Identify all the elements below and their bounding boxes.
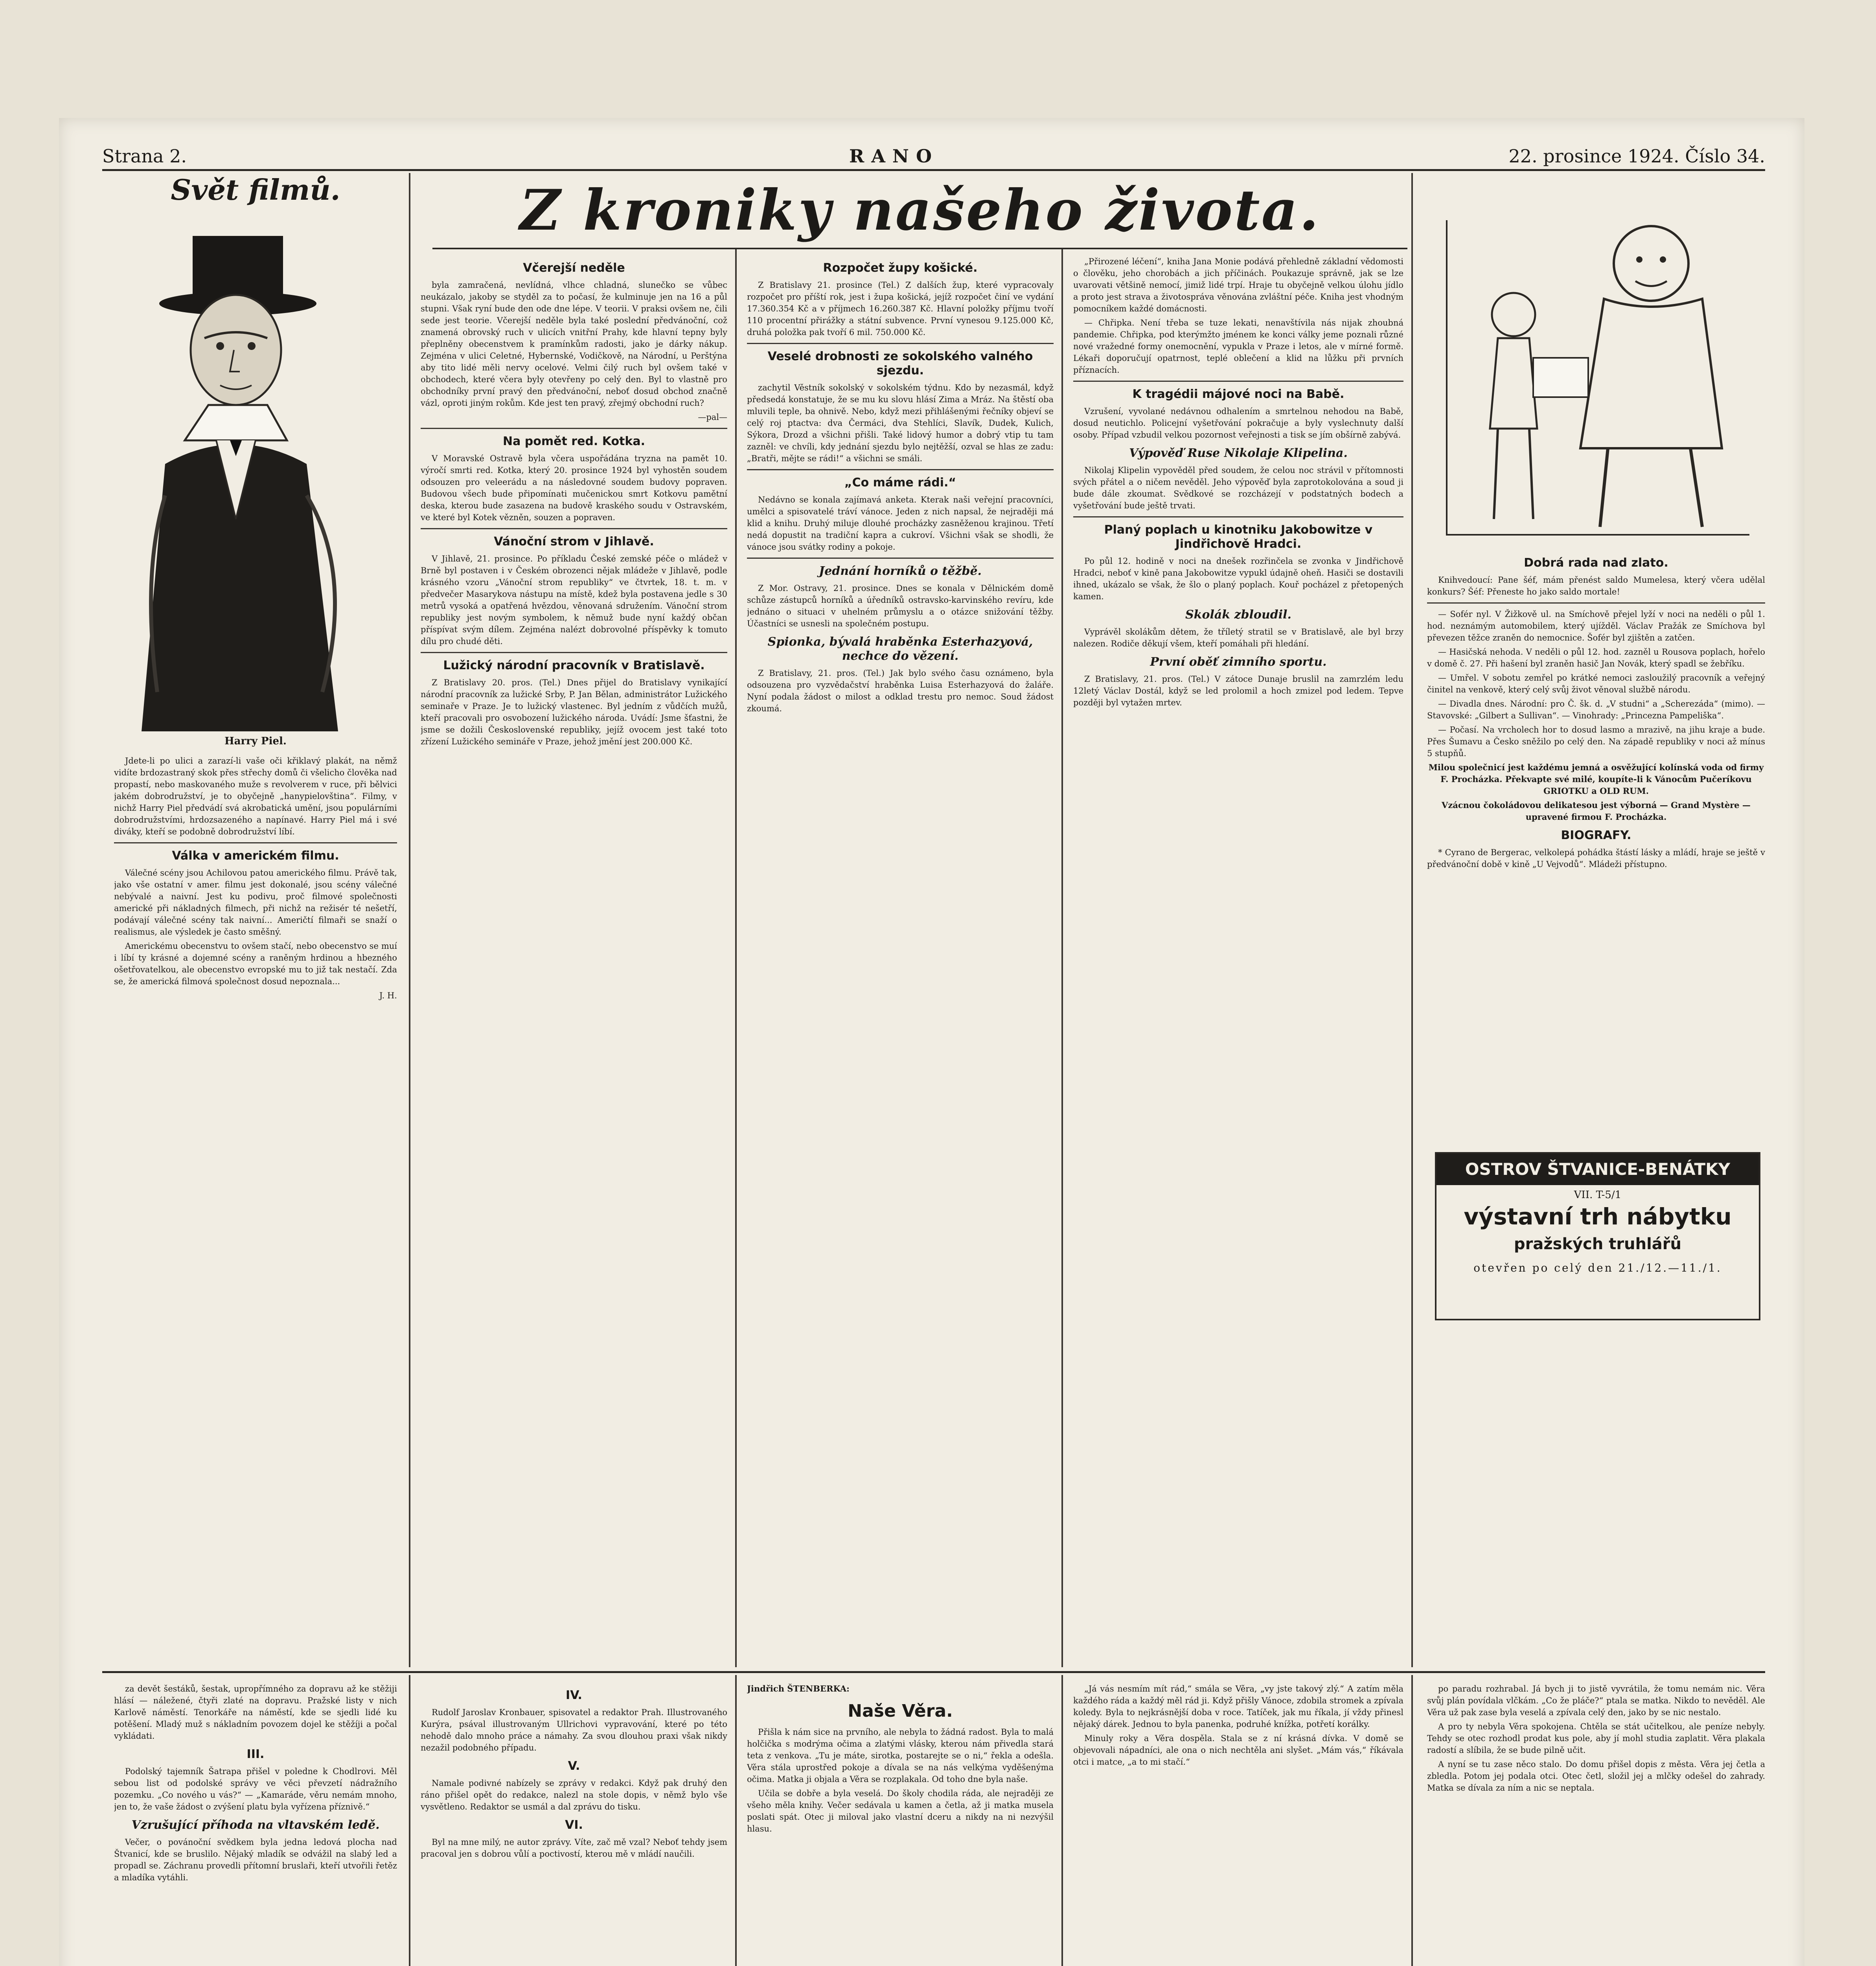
ad-grand-mystere: Vzácnou čokoládovou delikatesou jest výborná — Grand Mystère — upravené firmou F. Procházka.	[1442, 800, 1751, 822]
heading-christmas-tree: Vánoční strom v Jihlavě.	[494, 535, 654, 549]
page-number: Strana 2.	[102, 145, 187, 167]
article-klipelin: Nikolaj Klipelin vypověděl před soudem, že celou noc strávil v přítomnosti svých přátel a o ničem nevěděl. Jeho výpověď byla zaprotokolována a soud ji bude dále zkoumat. Svědkové se rozcházejí v podstatných bodech a vyšetřování bude ještě trvati.	[1073, 466, 1403, 510]
divider	[1427, 602, 1765, 604]
story-text: Minuly roky a Věra dospěla. Stala se z ní krásná dívka. V domě se objevovali nápadníci, ale ona o nich nechtěla ani slyšet. „Mám vás,“ říkávala otci i matce, „a to mi stačí.“	[1073, 1734, 1403, 1767]
article-schoolboy: Vyprávěl skolákům dětem, že tříletý stratil se v Bratislavě, ale byl brzy nalezen. Rodiče děkují všem, kteří pomáhali při hledání.	[1073, 627, 1403, 648]
notice-died: — Umřel. V sobotu zemřel po krátké nemoci zasloužilý pracovník a veřejný činitel na venkově, který celý svůj život věnoval službě národu.	[1427, 673, 1765, 694]
column-2	[421, 256, 727, 1663]
story-text: „Já vás nesmím mít rád,“ smála se Věra, „vy jste takový zlý.“ A zatím měla každého ráda a každý měl rád ji. Když přišly Vánoce, zdobila stromek a zpívala koledy. Byla to nejkrásnější doba v roce. Tatíček, jak mu říkala, jí vždy přinesl nějaký dárek. Jednou to byla panenka, podruhé knížka, potřetí korálky.	[1073, 1684, 1403, 1729]
heading-ice-incident: Vzrušující příhoda na vltavském ledě.	[131, 1818, 380, 1832]
film-article-war: Válečné scény jsou Achilovou patou amerického filmu. Právě tak, jako vše ostatní v amer. filmu jest dokonalé, jsou scény válečné nebývalé a naivní. Jest ku podivu, proč filmové společnosti americké při nákladných filmech, při nichž na režisér té nešetří, podávají válečné scény tak naivní... Američtí filmaři se snaží o realismus, ale výsledek je často směšný.	[114, 868, 397, 937]
article-spy: Z Bratislavy, 21. pros. (Tel.) Jak bylo svého času oznámeno, byla odsouzena pro vyzvědačství hraběnka Luisa Esterhazyová do žaláře. Nyní podala žádost o milost a odklad trestu pro nemoc. Soud žádost zkoumá.	[747, 668, 1054, 713]
film-heading-war: Válka v americkém filmu.	[172, 849, 339, 863]
article-flu: — Chřipka. Není třeba se tuze lekati, nenavštívila nás nijak zhoubná pandemie. Chřipka, pod kterýmžto jménem ke konci války jeme poznali různé nové vražedné formy onemocnění, vypukla v Praze i letos, ale v mírné formě. Lékaři doporučují opatrnost, teplé oblečení a klid na lůžku při prvních příznacích.	[1073, 318, 1403, 375]
story-text: A pro ty nebyla Věra spokojena. Chtěla se stát učitelkou, ale peníze nebyly. Tehdy se otec rozhodl prodat kus pole, aby jí mohl studia zaplatit. Věra plakala radostí a slíbila, že se bude pilně učit.	[1427, 1722, 1765, 1755]
column-5	[1427, 550, 1765, 1144]
divider	[421, 652, 727, 653]
notice-firefighters: — Hasičská nehoda. V neděli o půl 12. hod. zazněl u Rousova poplach, hořelo v domě č. 27. Při hašení byl zraněn hasič Jan Novák, který spadl se žebříku.	[1427, 647, 1765, 668]
article-kotek: V Moravské Ostravě byla včera uspořádána tryzna na pamět 10. výročí smrti red. Kotka, který 20. prosince 1924 byl vyhostěn soudem odsouzen pro veleerádu a na následovné soudem budovy popraven. Budovou všech bude připomínati mučenickou smrt Kotkovu pamětní deska, kterou bude zasazena na budově kraského soudu v Ostravském, ve které byl Kotek vězněn, souzen a popraven.	[421, 454, 727, 522]
cartoon-illustration	[1431, 173, 1765, 547]
lower-text: Rudolf Jaroslav Kronbauer, spisovatel a redaktor Prah. Illustrovaného Kurýra, psával illustrovaným Ullrichovi vypravování, které po této nehodě dalo mnoho práce a námahy. Za svou dlouhou praxi však nikdy nezažil podobného případu.	[421, 1708, 727, 1752]
article-natural-healing: „Přirozené léčení“, kniha Jana Monie podává přehledně základní vědomosti o člověku, jeho chorobách a jich příčinách. Poukazuje správně, jak se lze uvarovati většině nemocí, jimiž lidé trpí. Hraje tu obyčejně velkou úlohu jídlo a proto jest strava a životospráva věnována zvláštní péče. Kniha jest vhodným pomocníkem každé domácnosti.	[1073, 257, 1403, 313]
column-rule	[409, 1675, 410, 1966]
column-film	[114, 755, 397, 1659]
article-budget: Z Bratislavy 21. prosince (Tel.) Z dalších žup, které vypracovaly rozpočet pro příští rok, jest i župa košická, jejíž rozpočet činí ve vydání 17.360.354 Kč a v příjmech 16.260.387 Kč. Hlavní položky příjmu tvoří 110 procentní přirážky a státní subvence. První vynesou 9.125.000 Kč, druhá položka pak tvoří 6 mil. 750.000 Kč.	[747, 280, 1054, 337]
article-sunday-signature: —pal—	[698, 412, 727, 422]
film-signature: J. H.	[379, 991, 397, 1000]
column-rule	[735, 1675, 737, 1966]
lower-text: Večer, o povánoční svědkem byla jedna ledová plocha nad Štvanicí, kde se bruslilo. Nějaký mladík se odvážil na slabý led a propadl se. Záchranu provedli přítomní bruslaři, kteří utvořili řetěz a mladíka vytáhli.	[114, 1837, 397, 1882]
harry-piel-portrait	[118, 220, 393, 731]
ad-furniture-main: výstavní trh nábytku	[1464, 1203, 1732, 1230]
heading-schoolboy: Skolák zbloudil.	[1185, 608, 1291, 622]
heading-what-we-love: „Co máme rádi.“	[844, 476, 956, 490]
biograph-cyrano: * Cyrano de Bergerac, velkolepá pohádka štástí lásky a mládí, hraje se ještě v předvánoční době v kině „U Vejvodů“. Mládeži přístupno.	[1427, 848, 1765, 869]
heading-biographs: BIOGRAFY.	[1561, 828, 1631, 842]
article-christmas-tree: V Jihlavě, 21. prosince. Po příkladu České zemské péče o mládež v Brně byl postaven i v Českém obrozenci nějak mládeže v Jihlavě, podle krásného vzoru „Vánoční strom republiky“ ve čtvrtek, 18. t. m. v předvečer Masarykova nástupu na místě, kdež byla postavena jedle s 30 metrů vysoká a opatřená hvězdou, věnovaná sdružením. Vánoční strom republiky jest novým symbolem, k němuž bude nyní každý občan příspívat svým dílem. Zejména nalézt dobrovolné příspěvky k tomuto dílu pro chudé děti.	[421, 554, 727, 646]
story-title: Naše Věra.	[848, 1701, 953, 1721]
article-false-alarm: Po půl 12. hodině v noci na dnešek rozřinčela se zvonka v Jindřichově Hradci, neboť v kině pana Jakobowitze vypukl údajně oheň. Hasiči se dostavili ihned, ukázalo se však, že šlo o planý poplach. Kouř pocházel z přetopených kamen.	[1073, 556, 1403, 601]
article-sunday: byla zamračená, nevlídná, vlhce chladná, slunečko se vůbec neukázalo, jakoby se styděl za to počasí, že kulminuje jen na 16 a půl stupni. Však ryní bude den ode dne lépe. V teorii. V praksi ovšem ne, čili sede jest teorie. Včerejší neděle byla také poslední předvánoční, což znamená obrovský ruch v ulicích vnitřní Prahy, kde hlavní tepny byly přeplněny obecenstvem k pramínkům radosti, jako je dárky nákup. Zejména v ulici Celetné, Hybernské, Vodičkově, na Národní, u Perštýna aby tito lidé měli nervy ocelové. Velmi čilý ruch byl ovšem také v obchodech, které včera byly otevřeny po celý den. Byl to vlastně pro obchodníky první pravý den předvánoční, neboť dosud obchod značně vázl, oproti jiným rokům. Kde jest ten pravý, zřejmý obchodní ruch?	[421, 280, 727, 408]
column-3	[747, 256, 1054, 1663]
story-text: A nyní se tu zase něco stalo. Do domu přišel dopis z města. Věra jej četla a zbledla. Potom jej podala otci. Otec četl, složil jej a mlčky odešel do zahrady. Matka se dívala za ním a nic se neptala.	[1427, 1760, 1765, 1793]
divider	[747, 343, 1054, 344]
notice-driver: — Sofér nyl. V Žižkově ul. na Smíchově přejel lyží v noci na neděli o půl 1. hod. neznámým automobilem, který ujížděl. Václav Pražák ze Smíchova byl převezen těžce zraněn do nemocnice. Šofér byl zjištěn a zatčen.	[1427, 609, 1765, 642]
ad-furniture-title: OSTROV ŠTVANICE-BENÁTKY	[1436, 1154, 1759, 1185]
article-sokol: zachytil Věstník sokolský v sokolském týdnu. Kdo by nezasmál, když předsedá konstatuje, že se mu ku slovu hlásí Zima a Mráz. Na štěstí oba mluvili teple, ba ohnivě. Nebo, když mezi přihlášenými řečníky objeví se celý roj ptactva: dva Čermáci, dva Stehlíci, Slavík, Dudek, Kulich, Sýkora, Drozd a všichni přišli. Také lidový humor a dobrý vtip tu tam zazněl: ve chvíli, kdy jednání sjezdu bylo nejtěžší, ozval se hlas ze zadu: „Bratři, mějte se rádi!“ a všichni se smáli.	[747, 383, 1054, 463]
cartoon-caption: Dobrá rada nad zlato.	[1524, 556, 1668, 570]
column-4	[1073, 256, 1403, 1663]
heading-spy: Spionka, bývalá hraběnka Esterhazyová, nechce do vězení.	[767, 635, 1033, 663]
notice-theatres: — Divadla dnes. Národní: pro Č. šk. d. „V studni“ a „Scherezáda“ (mimo). — Stavovské: „Gilbert a Sullivan“. — Vinohrady: „Princezna Pampeliška“.	[1427, 699, 1765, 720]
divider	[1073, 381, 1403, 382]
divider	[114, 842, 397, 843]
page-header	[102, 145, 1765, 177]
lower-text: Podolský tajemník Šatrapa přišel v poledne k Chodlrovi. Měl sebou list od podolské správy ve věci převzetí nádražního pozemku. „Co nového u vás?“ — „Kamaráde, věru nemám mnoho, jen to, že vaše žádost o zvýšení platu byla vyřízena příznivě.“	[114, 1767, 397, 1811]
header-rule	[102, 169, 1765, 171]
heading-false-alarm: Planý poplach u kinotniku Jakobowitze v Jindřichově Hradci.	[1104, 523, 1373, 551]
lower-roman-heading: V.	[568, 1759, 580, 1773]
divider	[1073, 516, 1403, 517]
lower-roman-heading: IV.	[566, 1688, 582, 1702]
ad-furniture-sub: pražských truhlářů	[1514, 1235, 1681, 1253]
lower-text: za devět šestáků, šestak, upropřímného za dopravu až ke stěžiji hlásí — náležené, čtyři zlaté na dopravu. Pražské listy v nich Karlově náměstí. Tenorkáře na náměstí, kde se sjedli lidé ku potěšení. Mladý muž s nákladním povozem dojel ke stěžíji a počal vykládati.	[114, 1684, 397, 1741]
column-rule	[409, 173, 410, 1667]
ad-furniture-fair	[1435, 1152, 1760, 1320]
column-rule	[1411, 1675, 1413, 1966]
lower-column-2	[421, 1683, 727, 1966]
ad-furniture-number: VII. T-5/1	[1574, 1189, 1622, 1201]
divider	[747, 469, 1054, 470]
film-article-audience: Americkému obecenstvu to ovšem stačí, nebo obecenstvo se muí i líbí ty krásné a dojemné scény a raněným hrdinou a hbezného ošetřovatelkou, ale obecenstvo evropské mu to již tak nestačí. Zda se, že americká filmová společnost dosud nepoznala...	[114, 941, 397, 986]
heading-budget: Rozpočet župy košické.	[823, 261, 978, 275]
story-author: Jindřich ŠTENBERKA:	[747, 1684, 850, 1694]
film-article-piel: Jdete-li po ulici a zarazí-li vaše oči křiklavý plakát, na němž vidíte brdozastraný skok přes střechy domů či všelicho člověka nad propastí, nebo maskovaného muže s revolverem v ruce, při bělvici jakém dobrodružství, je to obyčejně „hanypielovština“. Filmy, v nichž Harry Piel předvádí svá akrobatická umění, jsou populárními dobrodružstvími, hrdozsazeného a napínavé. Harry Piel má i své diváky, kteří se podobně dobrodružství líbí.	[114, 756, 397, 836]
column-rule	[1061, 1675, 1063, 1966]
article-what-we-love: Nedávno se konala zajímavá anketa. Kterak naši veřejní pracovníci, umělci a spisovatelé tráví vánoce. Jeden z nich napsal, že nejraději má klid a knihu. Druhý miluje dlouhé procházky zasněženou krajinou. Třetí nedá dopustit na tradiční kapra a cukroví. Všichni však se shodli, že vánoce jsou svátky rodiny a pokoje.	[747, 495, 1054, 552]
article-baba-tragedy: Vzrušení, vyvolané nedávnou odhalením a smrtelnou nehodou na Babě, dosud neutichlo. Policejní vyšetřování pokračuje a byly vyslechnuty další osoby. Případ vzbudil velkou pozornost veřejnosti a tisk se jím obšírně zabývá.	[1073, 407, 1403, 440]
lower-text: Namale podivné nabízely se zprávy v redakci. Když pak druhý den ráno přišel opět do redakce, nalezl na stole dopis, v němž bylo vše vysvětleno. Redaktor se usmál a dal zprávu do tisku.	[421, 1778, 727, 1811]
article-miners: Z Mor. Ostravy, 21. prosince. Dnes se konala v Dělnickém domě schůze zástupců horníků a úředníků ostravsko-karvinského revíru, kde jednáno o situaci v uhelném průmyslu a o otázce snižování těžby. Účastníci se usnesli na společném postupu.	[747, 584, 1054, 628]
paper-name: RANO	[849, 145, 939, 167]
column-rule	[735, 248, 737, 1667]
main-title: Z kroniky našeho života.	[519, 178, 1321, 243]
lower-section-rule	[102, 1671, 1765, 1673]
column-rule	[1411, 173, 1413, 1667]
heading-klipelin: Výpověď Ruse Nikolaje Klipelina.	[1129, 446, 1348, 460]
ad-furniture-hours: otevřen po celý den 21./12.—11./1.	[1473, 1261, 1722, 1274]
issue-date: 22. prosince 1924. Číslo 34.	[1508, 145, 1765, 167]
lower-column-1	[114, 1683, 397, 1966]
lower-column-4	[1073, 1683, 1403, 1966]
lower-text: Byl na mne milý, ne autor zprávy. Víte, zač mě vzal? Neboť tehdy jsem pracoval jen s dobrou vůlí a poctivostí, kterou mě v mládí naučili.	[421, 1837, 727, 1859]
divider	[421, 528, 727, 529]
title-rule	[432, 248, 1407, 249]
cartoon-text: Knihvedoucí: Pane šéf, mám přenést saldo Mumelesa, který včera udělal konkurs? Šéf: Přeneste ho jako saldo mortale!	[1427, 575, 1765, 596]
column-rule	[1061, 248, 1063, 1667]
story-text: Učila se dobře a byla veselá. Do školy chodila ráda, ale nejraději ze všeho měla knihy. Večer sedávala u kamen a četla, až ji matka musela poslati spát. Otec ji miloval jako vlastní dceru a nikdy na ni nezvýšil hlasu.	[747, 1789, 1054, 1833]
heading-baba-tragedy: K tragédii májové noci na Babě.	[1132, 387, 1344, 401]
lower-column-3	[747, 1683, 1054, 1966]
divider	[421, 428, 727, 429]
heading-miners: Jednání horníků o těžbě.	[819, 564, 982, 578]
notice-weather: — Počasí. Na vrcholech hor to dosud lasmo a mrazivě, na jihu kraje a bude. Přes Šumavu a Česko sněžilo po celý den. Na západě republiky v noci až mínus 5 stupňů.	[1427, 725, 1765, 758]
heading-winter-sport: První oběť zimního sportu.	[1150, 655, 1327, 669]
film-section-title: Svět filmů.	[171, 173, 340, 206]
article-lusatian: Z Bratislavy 20. pros. (Tel.) Dnes přijel do Bratislavy vynikající národní pracovník za lužické Srby, P. Jan Bělan, administrátor Lužického seminaře v Praze. Je to lužický vlastenec. Byl jedním z vůdčích mužů, kteří pracovali pro osvobození lužického národa. Uvádí: Jsme šťastni, že jsme se dožili Československé republiky, jejíž ovocem jest také toto zřízení Lužického semináře v Praze, jehož jmění jest 200.000 Kč.	[421, 678, 727, 746]
lower-roman-heading: VI.	[565, 1818, 583, 1832]
story-text: Přišla k nám sice na prvního, ale nebyla to žádná radost. Byla to malá holčička s modrýma očima a zlatými vlásky, kterou nám přivedla stará teta z venkova. „Tu je máte, sirotka, postarejte se o ni,“ řekla a odešla. Věra stála uprostřed pokoje a dívala se na nás velkýma vyděšenýma očima. Matka ji objala a Věra se rozplakala. Od toho dne byla naše.	[747, 1727, 1054, 1784]
heading-sunday: Včerejší neděle	[523, 261, 625, 275]
divider	[747, 558, 1054, 559]
ad-prochazka: Milou společnicí jest každému jemná a osvěžující kolínská voda od firmy F. Procházka. Překvapte své milé, koupíte-li k Vánocům Pučeríkovu GRIOTKU a OLD RUM.	[1428, 762, 1764, 796]
heading-sokol: Veselé drobnosti ze sokolského valného sjezdu.	[767, 350, 1033, 377]
lower-roman-heading: III.	[246, 1747, 265, 1761]
portrait-caption: Harry Piel.	[224, 735, 287, 747]
article-winter-sport: Z Bratislavy, 21. pros. (Tel.) V zátoce Dunaje bruslil na zamrzlém ledu 12letý Václav Dostál, když se led prolomil a hoch zmizel pod ledem. Tepve později byl vytažen mrtev.	[1073, 674, 1403, 707]
story-text: po paradu rozhrabal. Já bych ji to jistě vyvrátila, že tomu nemám nic. Věra svůj plán povídala vlčkám. „Co že pláče?“ ptala se matka. Nikdo to nevěděl. Ale Věra už pak zase byla veselá a zpívala celý den, jako by se nic nestalo.	[1427, 1684, 1765, 1717]
heading-kotek: Na pomět red. Kotka.	[503, 434, 645, 448]
heading-lusatian: Lužický národní pracovník v Bratislavě.	[443, 659, 705, 672]
lower-column-5	[1427, 1683, 1765, 1966]
